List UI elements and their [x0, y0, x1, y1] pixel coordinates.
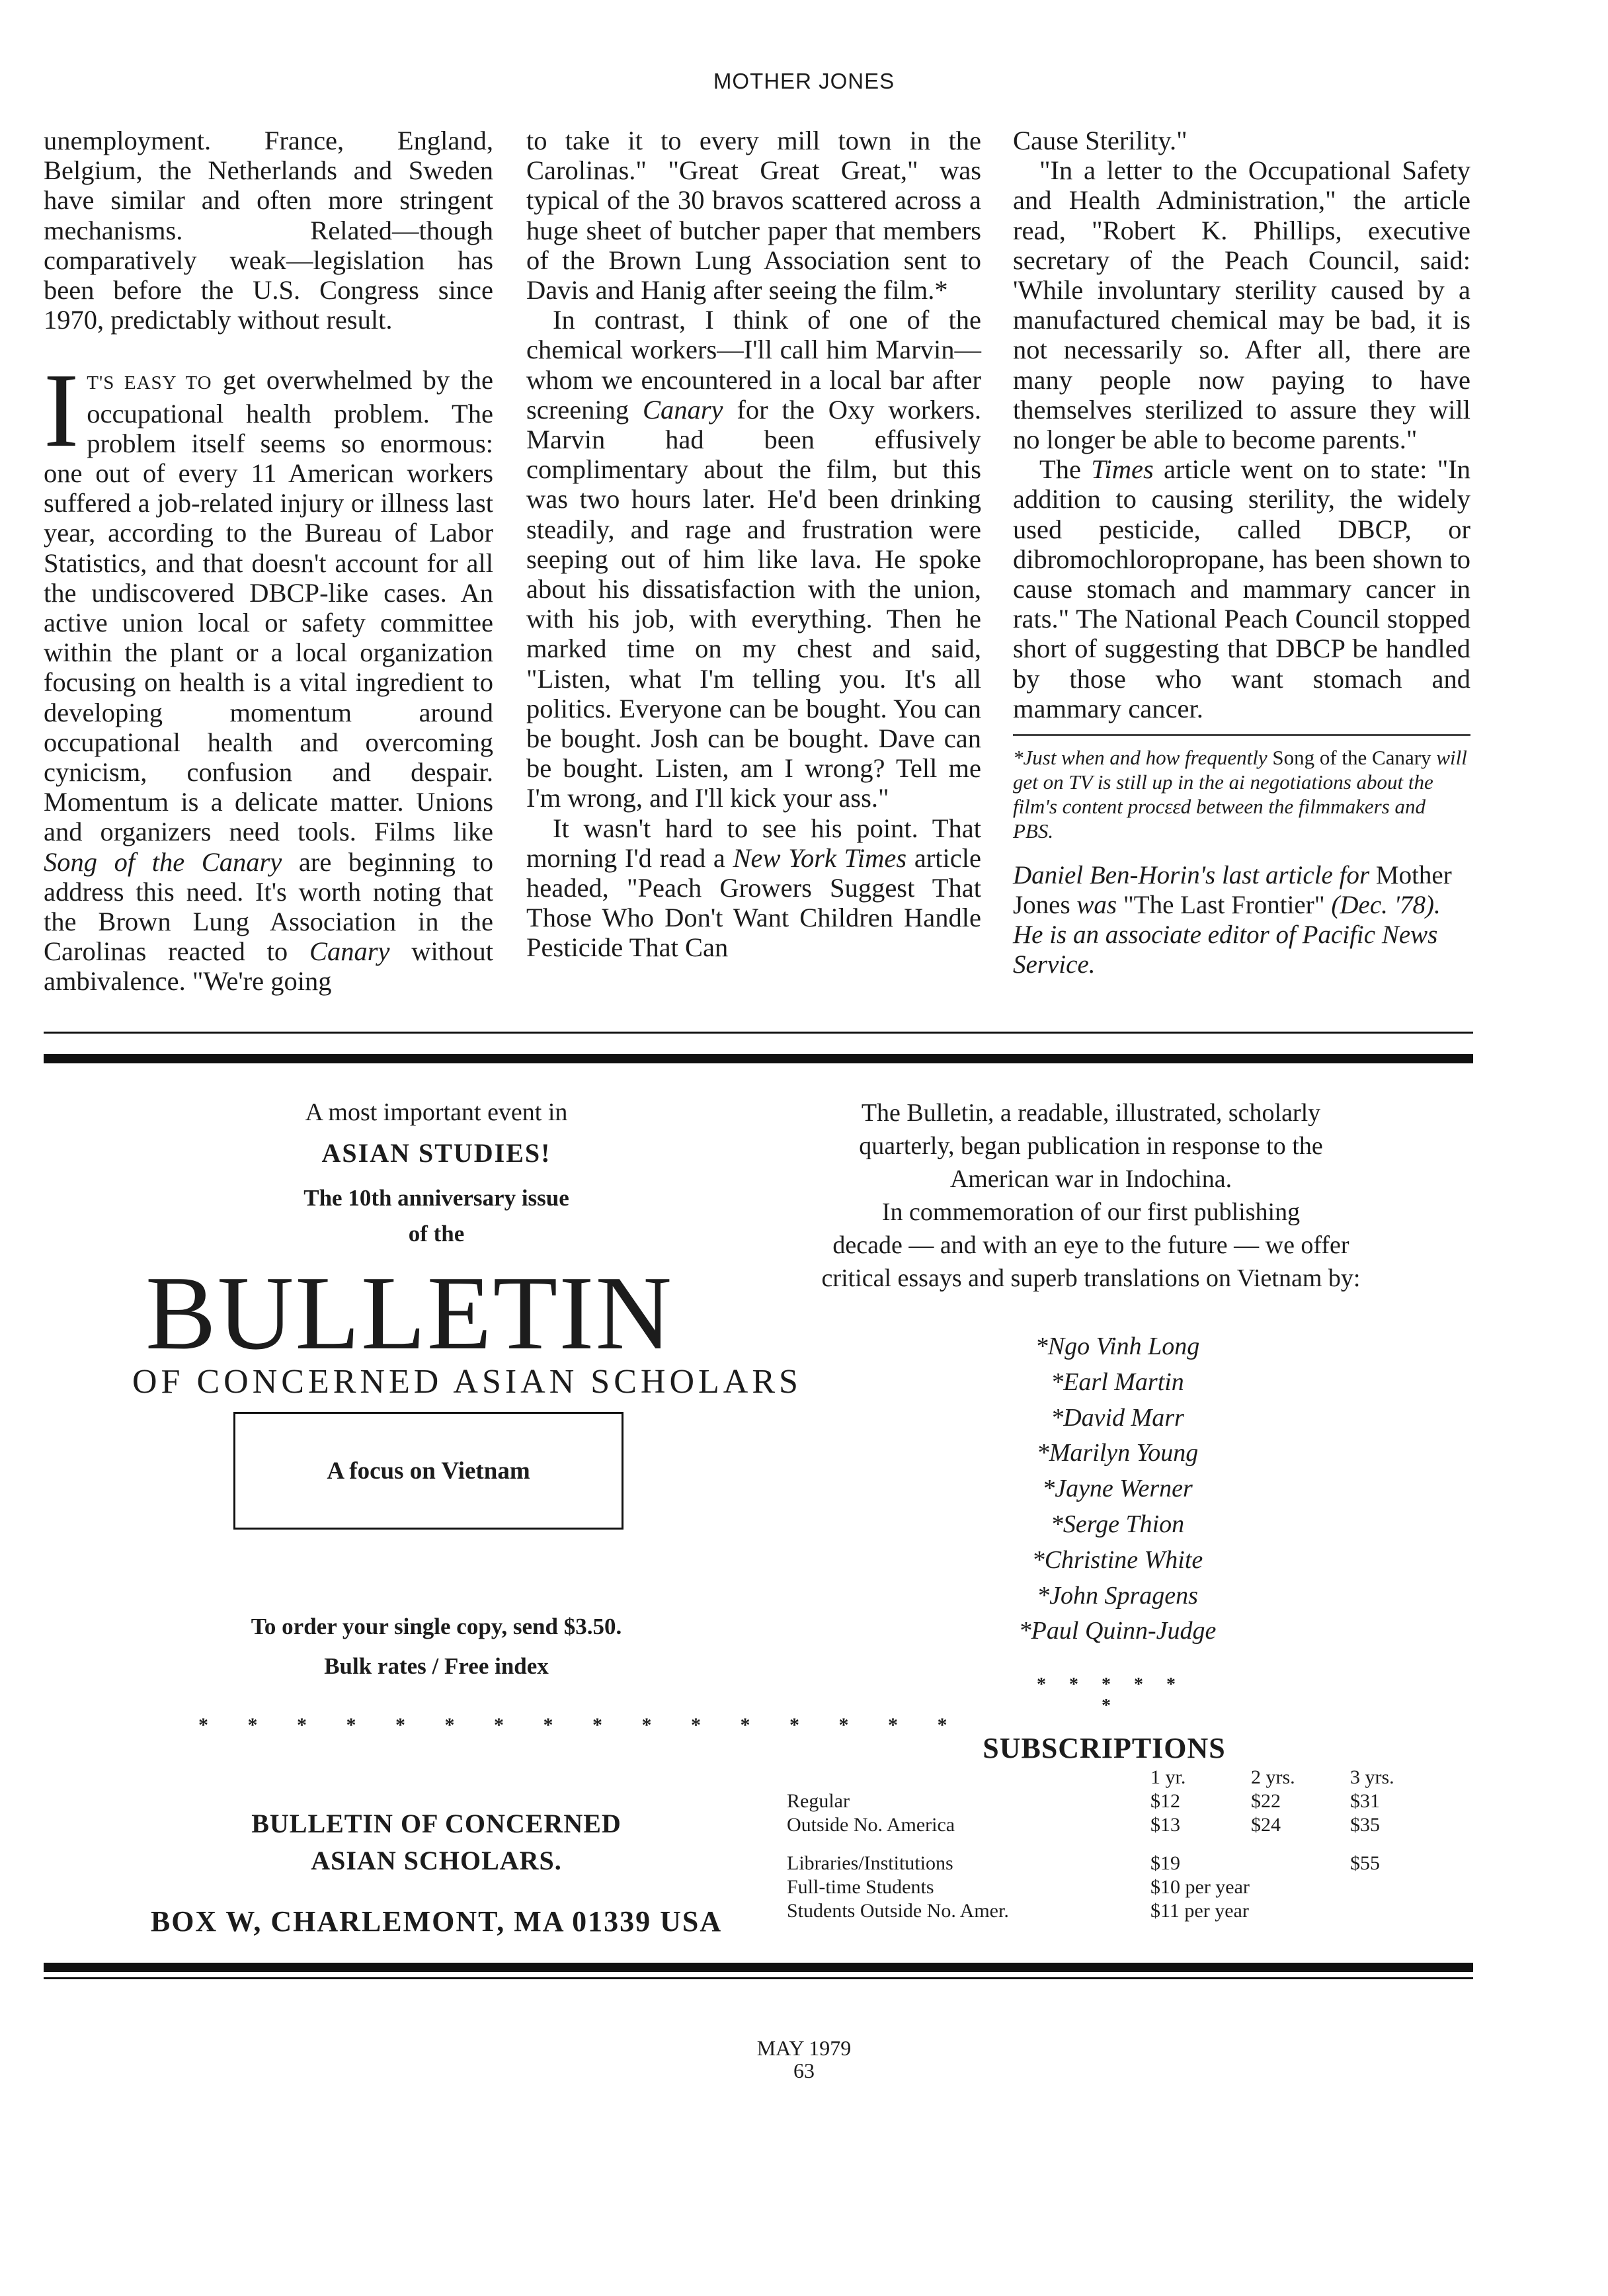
row-label: Students Outside No. Amer.: [787, 1900, 1009, 1922]
article-title: "The Last Frontier": [1123, 891, 1325, 920]
price-cell: $35: [1350, 1814, 1380, 1836]
bulletin-logo: BULLETIN: [145, 1254, 674, 1372]
price-cell: [1251, 1899, 1350, 1923]
author-item: *John Spragens: [1037, 1581, 1198, 1610]
drop-cap: I: [44, 351, 79, 470]
ad-left-header: [112, 1096, 760, 1252]
paragraph: [1013, 454, 1470, 723]
price-cell: $55: [1350, 1852, 1380, 1874]
price-cell: [1251, 1875, 1350, 1899]
price-cell: $24: [1251, 1814, 1281, 1836]
footnote-text: *Just when and how frequently: [1013, 746, 1273, 770]
row-label: Outside No. America: [787, 1814, 955, 1836]
divider-rule: [44, 1032, 1473, 1034]
publisher-name: [112, 1805, 760, 1879]
order-line: To order your single copy, send $3.50.: [251, 1614, 622, 1639]
table-row: [787, 1875, 1423, 1899]
paragraph: [526, 305, 981, 813]
bio-text: (Dec. '78). He is an associate editor of Pacific News Service.: [1013, 891, 1441, 979]
table-row: [787, 1789, 1423, 1813]
ad-intro: A most important event in: [305, 1098, 568, 1126]
paragraph-text: without ambivalence. "We're going: [44, 936, 493, 997]
paragraph: Cause Sterility.": [1013, 126, 1187, 155]
article-column-2: [526, 126, 981, 963]
focus-box: [233, 1412, 623, 1530]
author-item: *Jayne Werner: [1042, 1475, 1193, 1503]
table-row: [787, 1813, 1423, 1837]
issue-date: MAY 1979: [756, 2036, 852, 2060]
price-cell: [1251, 1852, 1350, 1875]
ad-asian-studies: ASIAN STUDIES!: [321, 1138, 551, 1168]
paragraph-text: It wasn't hard to see his point. That morning I'd read a: [526, 813, 981, 873]
ad-description-line: The Bulletin, a readable, illustrated, scholarly: [861, 1099, 1321, 1127]
paragraph: unemployment. France, England, Belgium, the Netherlands and Sweden have similar and often more stringent mechanisms. Related—though comparatively weak—legislation has been before the U.S. Congress since 1970, predictably without result.: [44, 126, 493, 335]
ad-description-line: critical essays and superb translations on Vietnam by:: [821, 1264, 1361, 1292]
author-item: *Marilyn Young: [1036, 1439, 1199, 1467]
ad-anniversary-line: The 10th anniversary issue: [303, 1185, 569, 1211]
focus-label: A focus on Vietnam: [327, 1457, 530, 1485]
footnote-text: will get on TV is still up in the ai negotiations about the film's content procεεd between the filmmakers and PBS.: [1013, 746, 1467, 843]
row-label: Libraries/Institutions: [787, 1852, 953, 1874]
divider-rule: [44, 1977, 1473, 1979]
paragraph: to take it to every mill town in the Carolinas." "Great Great Great," was typical of the 30 bravos scattered across a huge sheet of butcher paper that members of the Brown Lung Association sent to Davis and Hanig after seeing the film.*: [526, 126, 981, 306]
paragraph-text: get overwhelmed by the occupational health problem. The problem itself seems so enormous: one out of every 11 American workers suffered a job-related injury or illness last year, according to the Bureau of Labor Statistics, and that doesn't account for all the undiscovered DBCP-like cases. An active union local or safety committee within the plant or a local organization focusing on health is a vital ingredient to developing momentum around occupational health and overcoming cynicism, confusion and despair. Momentum is a delicate matter. Unions and organizers need tools. Films like: [44, 365, 493, 847]
price-cell: $13: [1150, 1814, 1180, 1836]
author-item: *Ngo Vinh Long: [1035, 1332, 1200, 1360]
footnote: [1013, 745, 1470, 843]
article-column-3: [1013, 126, 1470, 979]
article-column-1: [44, 126, 493, 997]
bulletin-subtitle: OF CONCERNED ASIAN SCHOLARS: [132, 1363, 802, 1401]
publisher-address: BOX W, CHARLEMONT, MA 01339 USA: [150, 1905, 723, 1938]
author-item: *Serge Thion: [1050, 1510, 1185, 1538]
film-title: Canary: [309, 936, 390, 967]
divider-rule-thick: [44, 1054, 1473, 1063]
footnote-divider: [1013, 734, 1470, 736]
author-item: *Paul Quinn-Judge: [1018, 1617, 1217, 1645]
ad-right-description: [754, 1096, 1428, 1295]
order-info: [112, 1607, 760, 1686]
row-label: Full-time Students: [787, 1876, 934, 1898]
paragraph-text: In contrast, I think of one of the chemical workers—I'll call him Marvin—whom we encountered in a local bar after screening: [526, 305, 981, 425]
magazine-header: MOTHER JONES: [713, 69, 895, 93]
price-cell: $19: [1150, 1852, 1180, 1874]
author-list: [952, 1329, 1283, 1649]
table-header-row: [787, 1766, 1423, 1789]
bio-text: was: [1070, 891, 1123, 920]
price-cell: $22: [1251, 1790, 1281, 1812]
ad-anniversary-line: of the: [408, 1221, 465, 1247]
table-row: [787, 1899, 1423, 1923]
paragraph-text: article headed, "Peach Growers Suggest That Those Who Don't Want Children Handle Pesticide That Can: [526, 842, 981, 963]
star-divider: * * * * * *: [1037, 1674, 1185, 1716]
film-title: Song of the Canary: [44, 846, 282, 877]
film-title: Canary: [643, 394, 723, 425]
price-cell: [1350, 1899, 1423, 1923]
price-cell: [1350, 1875, 1423, 1899]
magazine-name: Mother Jones: [1013, 861, 1452, 920]
ad-description-line: decade — and with an eye to the future — we offer: [832, 1231, 1349, 1259]
publisher-line: ASIAN SCHOLARS.: [311, 1846, 562, 1875]
subscriptions-table: [787, 1766, 1423, 1923]
row-label: Regular: [787, 1790, 850, 1812]
divider-rule-thick: [44, 1963, 1473, 1972]
order-line: Bulk rates / Free index: [324, 1653, 549, 1679]
ad-anniversary: [112, 1180, 760, 1252]
newspaper-title: Times: [1091, 454, 1154, 485]
paragraph-dropcap: [44, 351, 493, 997]
newspaper-title: New York Times: [733, 842, 907, 873]
subscriptions-title: SUBSCRIPTIONS: [983, 1732, 1226, 1764]
column-header: 2 yrs.: [1251, 1766, 1295, 1788]
bio-text: Daniel Ben-Horin's last article for: [1013, 861, 1376, 890]
paragraph: [526, 813, 981, 963]
paragraph-text: The: [1039, 454, 1092, 485]
star-divider: * * * * * * * * * * * * * * * *: [198, 1714, 965, 1736]
table-row: [787, 1852, 1423, 1875]
ad-description-line: quarterly, began publication in response to the: [859, 1132, 1323, 1160]
author-item: *David Marr: [1051, 1403, 1184, 1432]
paragraph-text: are beginning to address this need. It's worth noting that the Brown Lung Association in the Carolinas reacted to: [44, 846, 493, 967]
film-title: Song of the Canary: [1272, 746, 1431, 770]
author-item: *Christine White: [1031, 1545, 1203, 1574]
paragraph: "In a letter to the Occupational Safety and Health Administration," the article read, "Robert K. Phillips, executive secretary of the Peach Council, said: 'While involuntary sterility caused by a manufactured chemical may be bad, it is not necessarily so. After all, there are many people now paying to have themselves sterilized to assure they will no longer be able to become parents.": [1013, 155, 1470, 455]
page-footer: [0, 2037, 1608, 2082]
author-item: *Earl Martin: [1051, 1368, 1184, 1396]
publisher-line: BULLETIN OF CONCERNED: [251, 1809, 622, 1838]
column-header: 1 yr.: [1150, 1766, 1186, 1788]
paragraph-text: article went on to state: "In addition to causing sterility, the widely used pesticide, called DBCP, or dibromochloropropane, has been shown to cause stomach and mammary cancer in rats." The National Peach Council stopped short of suggesting that DBCP be handled by those who want stomach and mammary cancer.: [1013, 454, 1470, 723]
price-cell: $11 per year: [1150, 1900, 1249, 1922]
price-cell: $31: [1350, 1790, 1380, 1812]
ad-description-line: In commemoration of our first publishing: [881, 1198, 1301, 1226]
page-number: 63: [793, 2059, 815, 2082]
paragraph-text: for the Oxy workers. Marvin had been effusively complimentary about the film, but this was two hours later. He'd been drinking steadily, and rage and frustration were seeping out of him like lava. He spoke about his dissatisfaction with the union, with his job, with everything. Then he marked time on my chest and said, "Listen, what I'm telling you. It's all politics. Everyone can be bought. You can be bought. Josh can be bought. Dave can be bought. Listen, am I wrong? Tell me I'm wrong, and I'll kick your ass.": [526, 394, 981, 813]
price-cell: $12: [1150, 1790, 1180, 1812]
small-caps-lead: T'S EASY TO: [87, 372, 212, 394]
author-bio: [1013, 860, 1470, 979]
price-cell: $10 per year: [1150, 1876, 1250, 1898]
ad-description-line: American war in Indochina.: [949, 1165, 1232, 1193]
column-header: 3 yrs.: [1350, 1766, 1394, 1788]
